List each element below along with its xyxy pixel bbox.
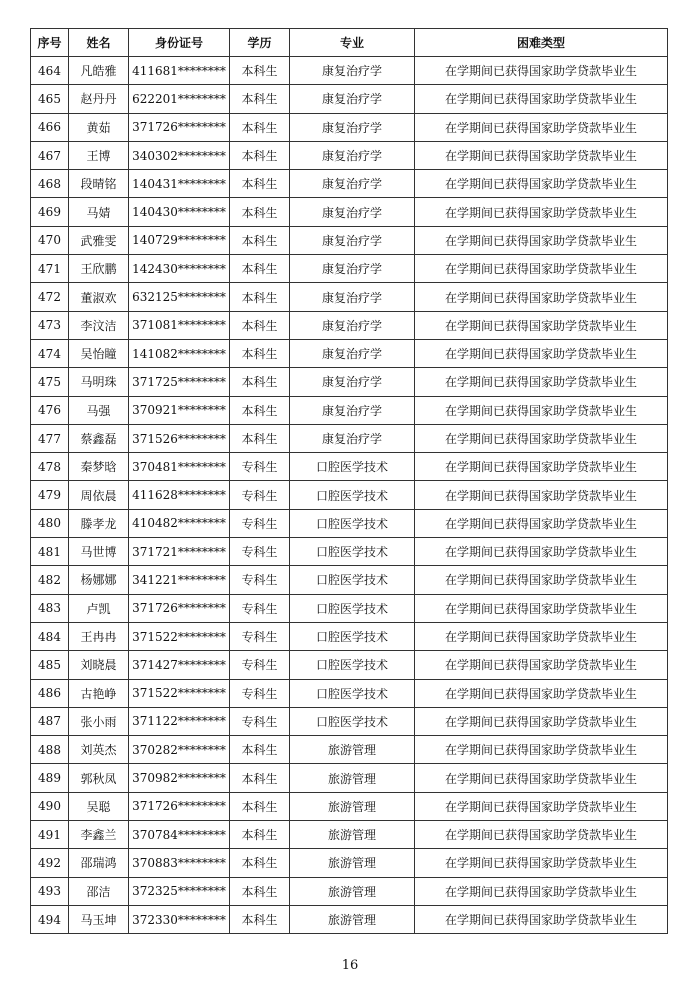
cell-id-number: 371726******** <box>129 792 230 820</box>
cell-major: 康复治疗学 <box>290 170 415 198</box>
cell-education: 专科生 <box>230 538 290 566</box>
cell-seq: 464 <box>31 57 69 85</box>
cell-id-number: 371122******** <box>129 707 230 735</box>
cell-seq: 477 <box>31 424 69 452</box>
cell-education: 专科生 <box>230 651 290 679</box>
header-major: 专业 <box>290 29 415 57</box>
table-row <box>31 368 668 396</box>
cell-education: 专科生 <box>230 566 290 594</box>
header-seq: 序号 <box>31 29 69 57</box>
cell-education: 本科生 <box>230 368 290 396</box>
cell-seq: 485 <box>31 651 69 679</box>
table-row <box>31 283 668 311</box>
cell-difficulty-type: 在学期间已获得国家助学贷款毕业生 <box>415 792 668 820</box>
cell-education: 本科生 <box>230 821 290 849</box>
cell-major: 口腔医学技术 <box>290 538 415 566</box>
cell-name: 黄茹 <box>69 113 129 141</box>
cell-name: 邵瑞鸿 <box>69 849 129 877</box>
cell-major: 康复治疗学 <box>290 198 415 226</box>
cell-difficulty-type: 在学期间已获得国家助学贷款毕业生 <box>415 849 668 877</box>
cell-seq: 482 <box>31 566 69 594</box>
cell-education: 专科生 <box>230 594 290 622</box>
cell-major: 康复治疗学 <box>290 368 415 396</box>
cell-name: 张小雨 <box>69 707 129 735</box>
cell-seq: 466 <box>31 113 69 141</box>
cell-seq: 491 <box>31 821 69 849</box>
table-row <box>31 821 668 849</box>
cell-major: 口腔医学技术 <box>290 566 415 594</box>
cell-name: 马明珠 <box>69 368 129 396</box>
table-row <box>31 85 668 113</box>
cell-difficulty-type: 在学期间已获得国家助学贷款毕业生 <box>415 396 668 424</box>
cell-education: 本科生 <box>230 141 290 169</box>
cell-education: 专科生 <box>230 707 290 735</box>
cell-education: 专科生 <box>230 679 290 707</box>
cell-major: 康复治疗学 <box>290 311 415 339</box>
cell-difficulty-type: 在学期间已获得国家助学贷款毕业生 <box>415 736 668 764</box>
cell-seq: 467 <box>31 141 69 169</box>
cell-seq: 490 <box>31 792 69 820</box>
cell-difficulty-type: 在学期间已获得国家助学贷款毕业生 <box>415 764 668 792</box>
cell-difficulty-type: 在学期间已获得国家助学贷款毕业生 <box>415 707 668 735</box>
cell-seq: 476 <box>31 396 69 424</box>
cell-id-number: 370282******** <box>129 736 230 764</box>
cell-major: 口腔医学技术 <box>290 453 415 481</box>
cell-id-number: 411628******** <box>129 481 230 509</box>
cell-difficulty-type: 在学期间已获得国家助学贷款毕业生 <box>415 85 668 113</box>
cell-difficulty-type: 在学期间已获得国家助学贷款毕业生 <box>415 141 668 169</box>
cell-name: 段晴铭 <box>69 170 129 198</box>
cell-difficulty-type: 在学期间已获得国家助学贷款毕业生 <box>415 170 668 198</box>
cell-major: 旅游管理 <box>290 905 415 933</box>
cell-seq: 487 <box>31 707 69 735</box>
table-row <box>31 311 668 339</box>
cell-major: 旅游管理 <box>290 764 415 792</box>
cell-id-number: 371522******** <box>129 679 230 707</box>
cell-name: 蔡鑫磊 <box>69 424 129 452</box>
cell-seq: 474 <box>31 339 69 367</box>
cell-education: 专科生 <box>230 622 290 650</box>
cell-difficulty-type: 在学期间已获得国家助学贷款毕业生 <box>415 198 668 226</box>
cell-major: 康复治疗学 <box>290 396 415 424</box>
table-row <box>31 764 668 792</box>
cell-difficulty-type: 在学期间已获得国家助学贷款毕业生 <box>415 113 668 141</box>
cell-seq: 470 <box>31 226 69 254</box>
cell-id-number: 141082******** <box>129 339 230 367</box>
cell-difficulty-type: 在学期间已获得国家助学贷款毕业生 <box>415 821 668 849</box>
page-number: 16 <box>341 958 359 973</box>
cell-seq: 471 <box>31 255 69 283</box>
cell-education: 本科生 <box>230 57 290 85</box>
cell-education: 本科生 <box>230 85 290 113</box>
cell-id-number: 371427******** <box>129 651 230 679</box>
table-row <box>31 905 668 933</box>
cell-id-number: 371526******** <box>129 424 230 452</box>
table-row <box>31 198 668 226</box>
cell-difficulty-type: 在学期间已获得国家助学贷款毕业生 <box>415 481 668 509</box>
table-row <box>31 255 668 283</box>
cell-difficulty-type: 在学期间已获得国家助学贷款毕业生 <box>415 651 668 679</box>
cell-education: 本科生 <box>230 877 290 905</box>
cell-name: 李汶洁 <box>69 311 129 339</box>
cell-education: 本科生 <box>230 198 290 226</box>
cell-seq: 468 <box>31 170 69 198</box>
cell-name: 邵洁 <box>69 877 129 905</box>
cell-name: 马婧 <box>69 198 129 226</box>
table-row <box>31 707 668 735</box>
cell-id-number: 140431******** <box>129 170 230 198</box>
header-name: 姓名 <box>69 29 129 57</box>
cell-difficulty-type: 在学期间已获得国家助学贷款毕业生 <box>415 57 668 85</box>
cell-id-number: 341221******** <box>129 566 230 594</box>
cell-name: 吴怡瞳 <box>69 339 129 367</box>
cell-major: 康复治疗学 <box>290 283 415 311</box>
table-body <box>31 57 668 934</box>
cell-major: 口腔医学技术 <box>290 679 415 707</box>
cell-education: 专科生 <box>230 509 290 537</box>
cell-education: 本科生 <box>230 226 290 254</box>
table-row <box>31 57 668 85</box>
cell-difficulty-type: 在学期间已获得国家助学贷款毕业生 <box>415 877 668 905</box>
cell-name: 凡皓雅 <box>69 57 129 85</box>
cell-name: 马世博 <box>69 538 129 566</box>
cell-education: 本科生 <box>230 792 290 820</box>
table-row <box>31 226 668 254</box>
cell-education: 本科生 <box>230 255 290 283</box>
cell-difficulty-type: 在学期间已获得国家助学贷款毕业生 <box>415 453 668 481</box>
cell-difficulty-type: 在学期间已获得国家助学贷款毕业生 <box>415 424 668 452</box>
cell-name: 吴聪 <box>69 792 129 820</box>
cell-major: 旅游管理 <box>290 821 415 849</box>
cell-seq: 475 <box>31 368 69 396</box>
cell-id-number: 142430******** <box>129 255 230 283</box>
cell-seq: 488 <box>31 736 69 764</box>
cell-major: 旅游管理 <box>290 849 415 877</box>
cell-major: 康复治疗学 <box>290 57 415 85</box>
cell-education: 本科生 <box>230 170 290 198</box>
cell-id-number: 371081******** <box>129 311 230 339</box>
table-row <box>31 736 668 764</box>
table-row <box>31 424 668 452</box>
table-row <box>31 622 668 650</box>
cell-seq: 473 <box>31 311 69 339</box>
cell-seq: 483 <box>31 594 69 622</box>
table-row <box>31 877 668 905</box>
table-header-row <box>31 29 668 57</box>
cell-name: 武雅雯 <box>69 226 129 254</box>
cell-seq: 492 <box>31 849 69 877</box>
cell-name: 杨娜娜 <box>69 566 129 594</box>
cell-major: 口腔医学技术 <box>290 481 415 509</box>
cell-id-number: 411681******** <box>129 57 230 85</box>
cell-seq: 478 <box>31 453 69 481</box>
cell-education: 本科生 <box>230 849 290 877</box>
cell-name: 赵丹丹 <box>69 85 129 113</box>
cell-difficulty-type: 在学期间已获得国家助学贷款毕业生 <box>415 679 668 707</box>
cell-name: 古艳峥 <box>69 679 129 707</box>
cell-major: 旅游管理 <box>290 877 415 905</box>
cell-id-number: 140430******** <box>129 198 230 226</box>
header-id-number: 身份证号 <box>129 29 230 57</box>
table-row <box>31 339 668 367</box>
cell-seq: 493 <box>31 877 69 905</box>
cell-major: 口腔医学技术 <box>290 622 415 650</box>
cell-name: 马强 <box>69 396 129 424</box>
cell-major: 康复治疗学 <box>290 255 415 283</box>
cell-education: 专科生 <box>230 453 290 481</box>
cell-id-number: 372330******** <box>129 905 230 933</box>
cell-name: 郭秋凤 <box>69 764 129 792</box>
cell-name: 秦梦晗 <box>69 453 129 481</box>
cell-major: 口腔医学技术 <box>290 594 415 622</box>
cell-major: 口腔医学技术 <box>290 651 415 679</box>
cell-name: 周依晨 <box>69 481 129 509</box>
cell-difficulty-type: 在学期间已获得国家助学贷款毕业生 <box>415 905 668 933</box>
cell-major: 康复治疗学 <box>290 226 415 254</box>
cell-name: 王博 <box>69 141 129 169</box>
cell-major: 康复治疗学 <box>290 85 415 113</box>
table-row <box>31 566 668 594</box>
cell-seq: 479 <box>31 481 69 509</box>
table-row <box>31 141 668 169</box>
cell-difficulty-type: 在学期间已获得国家助学贷款毕业生 <box>415 538 668 566</box>
cell-id-number: 371721******** <box>129 538 230 566</box>
cell-difficulty-type: 在学期间已获得国家助学贷款毕业生 <box>415 368 668 396</box>
cell-name: 刘英杰 <box>69 736 129 764</box>
cell-id-number: 370982******** <box>129 764 230 792</box>
cell-difficulty-type: 在学期间已获得国家助学贷款毕业生 <box>415 226 668 254</box>
table-row <box>31 481 668 509</box>
cell-id-number: 340302******** <box>129 141 230 169</box>
cell-education: 本科生 <box>230 311 290 339</box>
cell-name: 马玉坤 <box>69 905 129 933</box>
cell-major: 旅游管理 <box>290 736 415 764</box>
cell-seq: 486 <box>31 679 69 707</box>
cell-name: 滕孝龙 <box>69 509 129 537</box>
cell-major: 口腔医学技术 <box>290 509 415 537</box>
cell-id-number: 140729******** <box>129 226 230 254</box>
table-row <box>31 538 668 566</box>
cell-major: 康复治疗学 <box>290 113 415 141</box>
cell-seq: 481 <box>31 538 69 566</box>
cell-id-number: 371522******** <box>129 622 230 650</box>
cell-education: 本科生 <box>230 339 290 367</box>
cell-id-number: 370481******** <box>129 453 230 481</box>
cell-name: 董淑欢 <box>69 283 129 311</box>
cell-seq: 465 <box>31 85 69 113</box>
cell-seq: 484 <box>31 622 69 650</box>
cell-difficulty-type: 在学期间已获得国家助学贷款毕业生 <box>415 622 668 650</box>
cell-id-number: 370921******** <box>129 396 230 424</box>
cell-education: 本科生 <box>230 905 290 933</box>
table-row <box>31 396 668 424</box>
cell-education: 专科生 <box>230 481 290 509</box>
cell-id-number: 371725******** <box>129 368 230 396</box>
cell-seq: 489 <box>31 764 69 792</box>
cell-difficulty-type: 在学期间已获得国家助学贷款毕业生 <box>415 255 668 283</box>
cell-id-number: 371726******** <box>129 594 230 622</box>
cell-difficulty-type: 在学期间已获得国家助学贷款毕业生 <box>415 594 668 622</box>
cell-id-number: 370784******** <box>129 821 230 849</box>
table-row <box>31 113 668 141</box>
cell-name: 李鑫兰 <box>69 821 129 849</box>
cell-education: 本科生 <box>230 764 290 792</box>
cell-education: 本科生 <box>230 736 290 764</box>
table-row <box>31 651 668 679</box>
student-table <box>30 28 668 934</box>
header-difficulty-type: 困难类型 <box>415 29 668 57</box>
cell-name: 王冉冉 <box>69 622 129 650</box>
cell-id-number: 370883******** <box>129 849 230 877</box>
cell-name: 刘晓晨 <box>69 651 129 679</box>
cell-major: 口腔医学技术 <box>290 707 415 735</box>
cell-major: 康复治疗学 <box>290 339 415 367</box>
cell-seq: 472 <box>31 283 69 311</box>
table-row <box>31 792 668 820</box>
cell-name: 卢凯 <box>69 594 129 622</box>
table-row <box>31 509 668 537</box>
cell-major: 康复治疗学 <box>290 424 415 452</box>
header-education: 学历 <box>230 29 290 57</box>
cell-id-number: 632125******** <box>129 283 230 311</box>
cell-seq: 469 <box>31 198 69 226</box>
cell-name: 王欣鹏 <box>69 255 129 283</box>
table-row <box>31 849 668 877</box>
cell-seq: 480 <box>31 509 69 537</box>
cell-difficulty-type: 在学期间已获得国家助学贷款毕业生 <box>415 509 668 537</box>
table-row <box>31 594 668 622</box>
cell-major: 旅游管理 <box>290 792 415 820</box>
cell-difficulty-type: 在学期间已获得国家助学贷款毕业生 <box>415 339 668 367</box>
cell-seq: 494 <box>31 905 69 933</box>
cell-id-number: 371726******** <box>129 113 230 141</box>
cell-education: 本科生 <box>230 396 290 424</box>
cell-difficulty-type: 在学期间已获得国家助学贷款毕业生 <box>415 566 668 594</box>
cell-id-number: 372325******** <box>129 877 230 905</box>
cell-education: 本科生 <box>230 113 290 141</box>
cell-difficulty-type: 在学期间已获得国家助学贷款毕业生 <box>415 311 668 339</box>
table-row <box>31 453 668 481</box>
cell-major: 康复治疗学 <box>290 141 415 169</box>
cell-id-number: 622201******** <box>129 85 230 113</box>
cell-difficulty-type: 在学期间已获得国家助学贷款毕业生 <box>415 283 668 311</box>
cell-education: 本科生 <box>230 424 290 452</box>
table-row <box>31 170 668 198</box>
cell-id-number: 410482******** <box>129 509 230 537</box>
table-row <box>31 679 668 707</box>
cell-education: 本科生 <box>230 283 290 311</box>
